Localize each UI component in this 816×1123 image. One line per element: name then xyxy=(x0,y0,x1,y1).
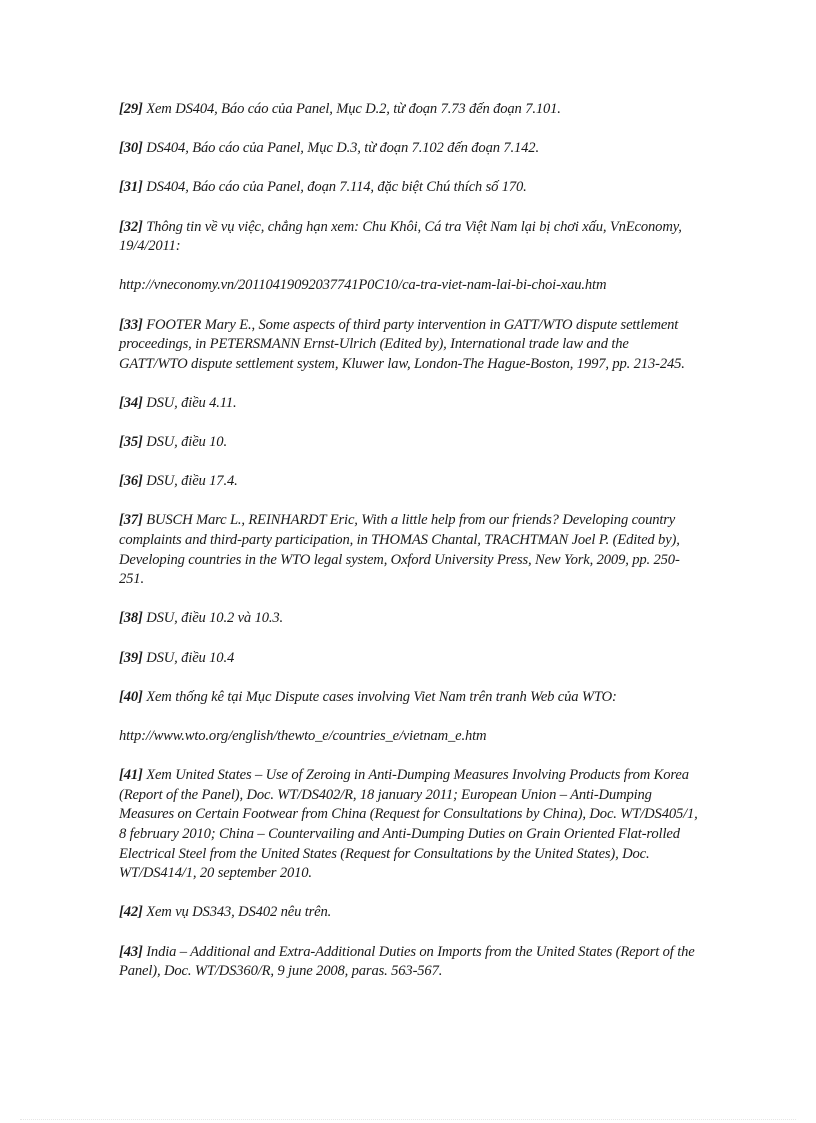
footnote-number[interactable]: [43] xyxy=(119,943,143,960)
footnotes-page xyxy=(119,100,699,1001)
footnote-text: DS404, Báo cáo của Panel, Mục D.3, từ đoạn 7.102 đến đoạn 7.142. xyxy=(142,140,539,157)
footnote-number[interactable]: [29] xyxy=(119,101,143,117)
url-text[interactable]: http://www.wto.org/english/thewto_e/countries_e/vietnam_e.htm xyxy=(119,728,487,744)
footnote-text: DSU, điều 4.11. xyxy=(142,394,237,411)
footnote-text: Xem thống kê tại Mục Dispute cases involving Viet Nam trên tranh Web của WTO: xyxy=(142,688,617,705)
footnote-42 xyxy=(119,903,699,923)
footnote-number[interactable]: [37] xyxy=(119,512,143,529)
footnote-32-url[interactable] xyxy=(119,276,699,296)
footnote-text: DSU, điều 10.2 và 10.3. xyxy=(142,610,284,627)
footnote-32 xyxy=(119,218,699,257)
footnote-number[interactable]: [30] xyxy=(119,140,143,157)
footnote-41 xyxy=(119,766,699,884)
footnote-text: DSU, điều 10.4 xyxy=(142,649,235,666)
footnote-number[interactable]: [39] xyxy=(119,649,143,666)
footnote-38 xyxy=(119,609,699,629)
footnote-text: Xem United States – Use of Zeroing in Anti-Dumping Measures Involving Products from Korea (Report of the Panel), Doc. WT/DS402/R, 18 january 2011; European Union – Anti-Dumping Measures on Certain Footwear from China (Request for Consultations by China), Doc. WT/DS405/1, 8 february 2010; China – Countervailing and Anti-Dumping Duties on Grain Oriented Flat-rolled Electrical Steel from the United States (Request for Consultations by the United States), Doc. WT/DS414/1, 20 september 2010. xyxy=(119,767,698,882)
footnote-number[interactable]: [35] xyxy=(119,434,143,451)
footnote-text: India – Additional and Extra-Additional Duties on Imports from the United States (Report of the Panel), Doc. WT/DS360/R, 9 june 2008, paras. 563-567. xyxy=(119,943,695,980)
footnote-number[interactable]: [34] xyxy=(119,394,143,411)
footnote-number[interactable]: [33] xyxy=(119,316,143,333)
footnote-text: BUSCH Marc L., REINHARDT Eric, With a little help from our friends? Developing country complaints and third-party participation, in THOMAS Chantal, TRACHTMAN Joel P. (Edited by), Developing countries in the WTO legal system, Oxford University Press, New York, 2009, pp. 250-251. xyxy=(119,512,680,588)
footnote-36 xyxy=(119,472,699,492)
page-bottom-divider xyxy=(20,1119,796,1120)
footnote-40-url[interactable] xyxy=(119,727,699,747)
footnote-30 xyxy=(119,139,699,159)
footnote-37 xyxy=(119,511,699,589)
footnote-text: DSU, điều 17.4. xyxy=(142,473,238,490)
footnote-43 xyxy=(119,943,699,982)
footnote-number[interactable]: [36] xyxy=(119,473,143,490)
footnote-text: Thông tin về vụ việc, chẳng hạn xem: Chu Khôi, Cá tra Việt Nam lại bị chơi xấu, VnEconomy, 19/4/2011: xyxy=(119,218,682,255)
footnote-number[interactable]: [41] xyxy=(119,767,143,784)
footnote-29 xyxy=(119,100,699,120)
footnote-number[interactable]: [40] xyxy=(119,688,143,705)
footnote-34 xyxy=(119,394,699,414)
footnote-number[interactable]: [38] xyxy=(119,610,143,627)
footnote-number[interactable]: [42] xyxy=(119,904,143,921)
footnote-text: Xem vụ DS343, DS402 nêu trên. xyxy=(142,904,332,921)
footnote-number[interactable]: [32] xyxy=(119,218,143,235)
footnote-text: DSU, điều 10. xyxy=(142,434,227,451)
footnote-33 xyxy=(119,316,699,375)
footnote-number[interactable]: [31] xyxy=(119,179,143,196)
url-text[interactable]: http://vneconomy.vn/20110419092037741P0C10/ca-tra-viet-nam-lai-bi-choi-xau.htm xyxy=(119,277,607,294)
footnote-40 xyxy=(119,688,699,708)
footnote-text: Xem DS404, Báo cáo của Panel, Mục D.2, từ đoạn 7.73 đến đoạn 7.101. xyxy=(142,101,561,117)
footnote-31 xyxy=(119,178,699,198)
footnote-text: DS404, Báo cáo của Panel, đoạn 7.114, đặc biệt Chú thích số 170. xyxy=(142,179,527,196)
footnote-35 xyxy=(119,433,699,453)
footnote-39 xyxy=(119,649,699,669)
footnote-text: FOOTER Mary E., Some aspects of third party intervention in GATT/WTO dispute settlement proceedings, in PETERSMANN Ernst-Ulrich (Edited by), International trade law and the GATT/WTO dispute settlement system, Kluwer law, London-The Hague-Boston, 1997, pp. 213-245. xyxy=(119,316,685,372)
